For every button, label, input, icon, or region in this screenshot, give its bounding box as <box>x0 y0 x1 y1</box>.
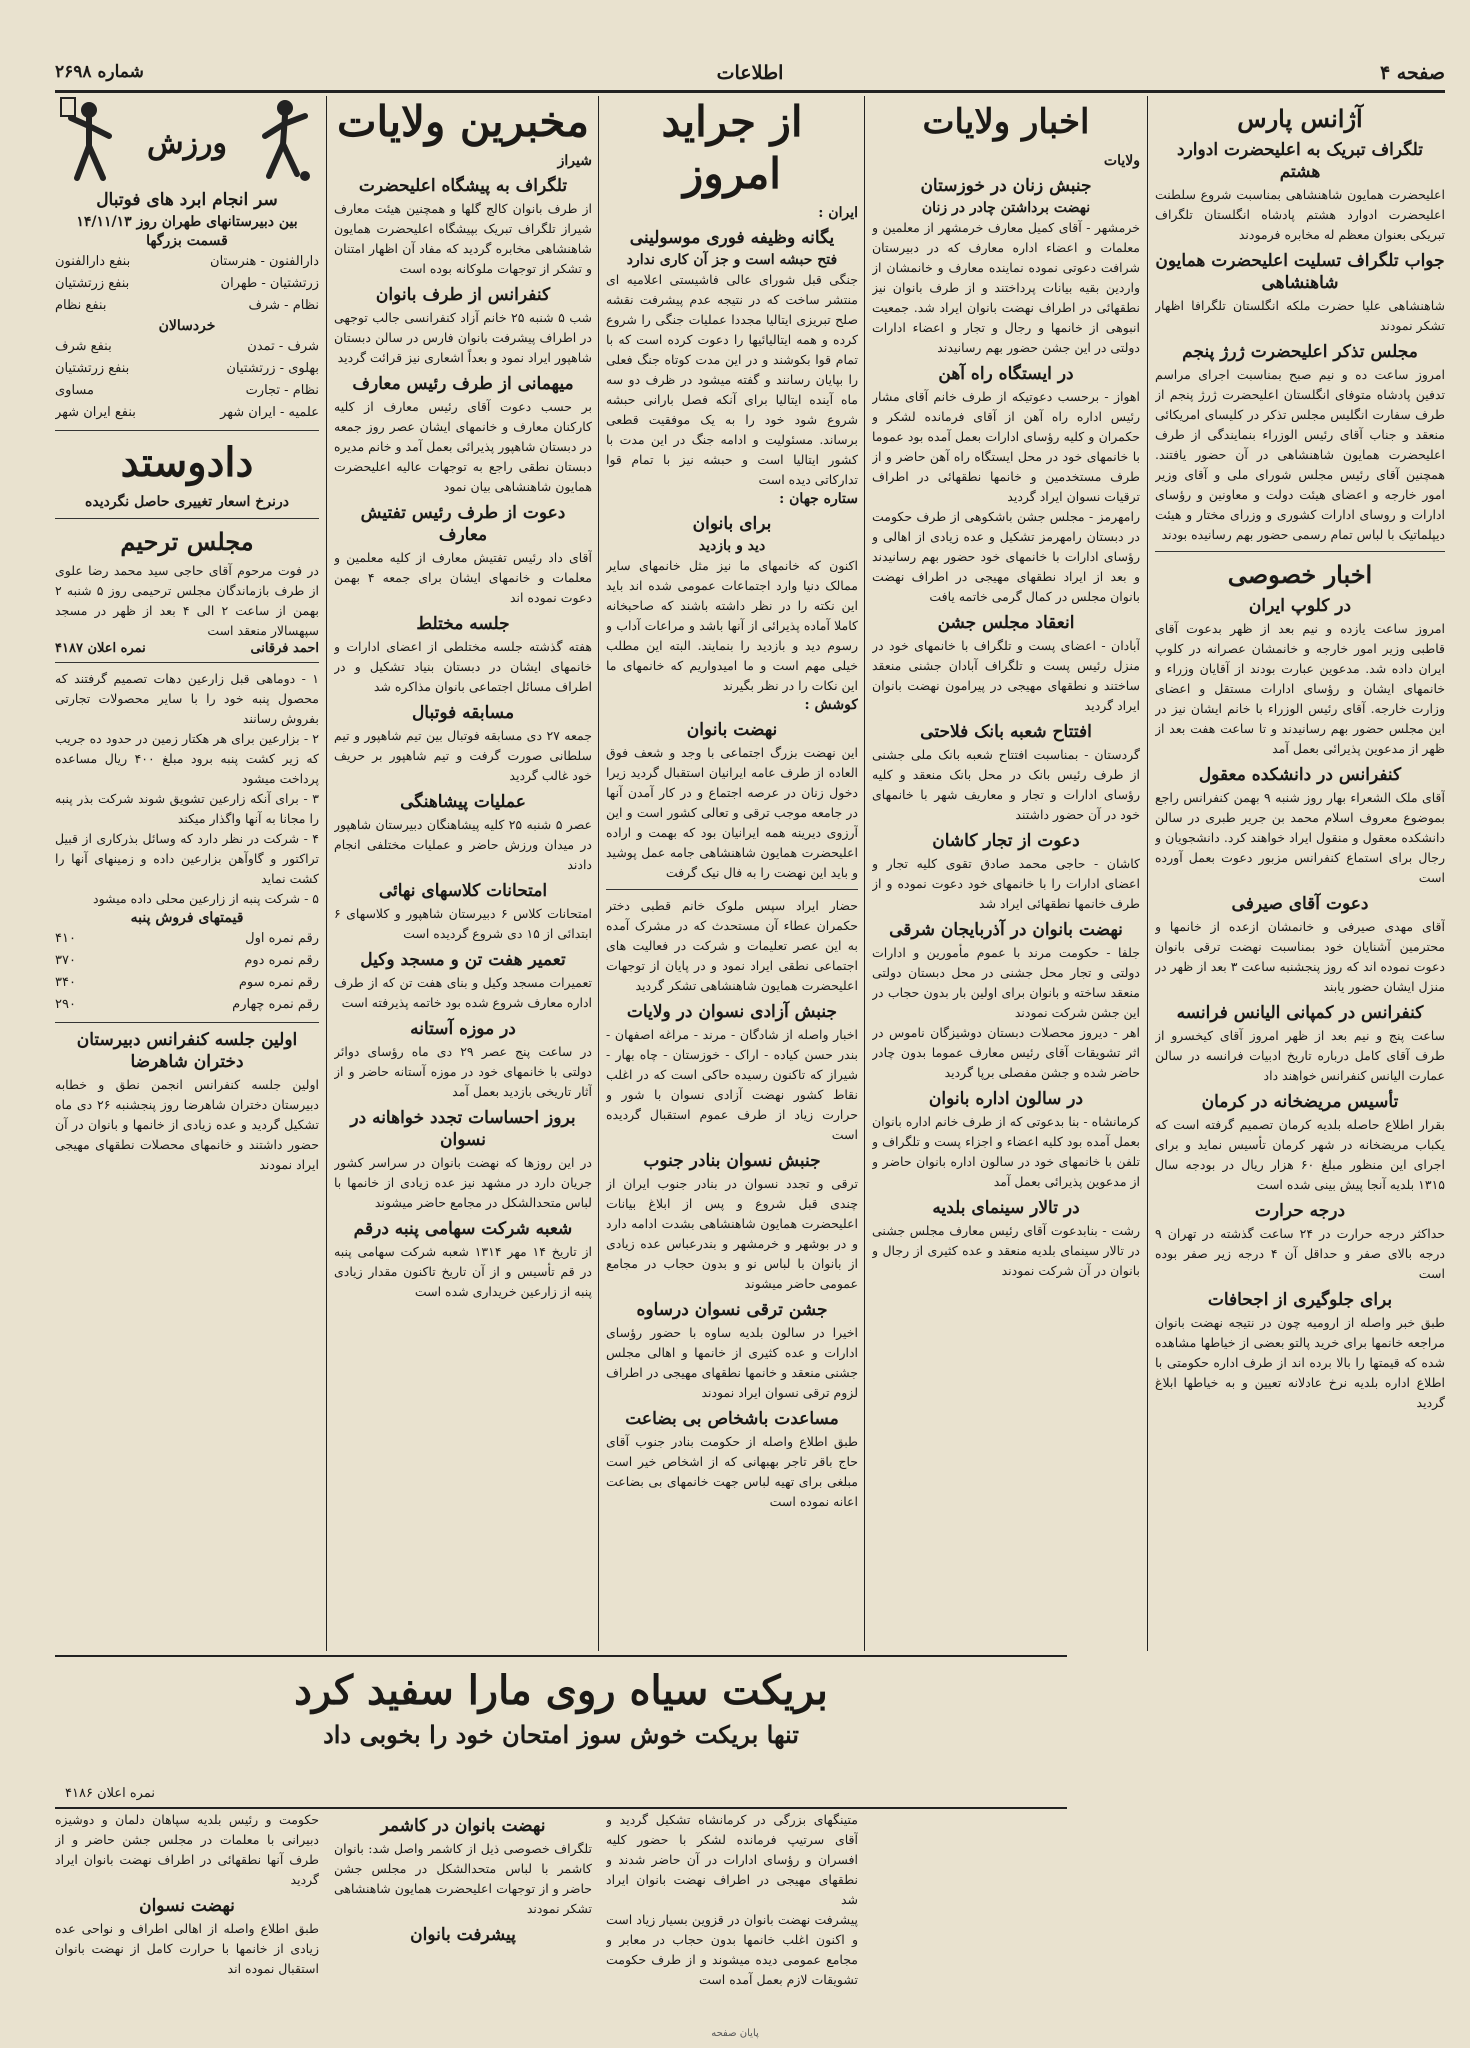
news-title: جواب تلگراف تسلیت اعلیحضرت همایون شاهنشاهی <box>1155 251 1445 293</box>
news-title: دعوت از تجار کاشان <box>932 831 1080 851</box>
note-item: ۴ - شرکت در نظر دارد که وسائل بذرکاری از قبیل تراکتور و گاوآهن بزارعین داده و زمینهای آنها را کشت نماید <box>55 831 319 886</box>
news-text: آبادان - اعضای پست و تلگراف با خانمهای خود در منزل رئیس پست و تلگراف آبادان جشنی منعقد ساختند و نطقهای مهیجی در پیرامون نهضت بانوان ایراد گردید <box>872 638 1140 713</box>
masthead-rule <box>55 90 1445 93</box>
news-text: این نهضت بزرگ اجتماعی با وجد و شعف فوق العاده از طرف عامه ایرانیان استقبال گردید زیرا دخول زنان در عرصه اجتماع و در کار آمدن آنها در جامعه موجب ترقی و تعالی کشور است و این آرزوی دیرینه همه ایرانیان بود که بهمت و اراده اعلیحضرت همایون شاهنشاهی جامه عمل پوشید و باید این نهضت را به فال نیک گرفت <box>606 745 858 880</box>
football-player-icon <box>255 96 315 182</box>
page-number: صفحه ۴ <box>1379 62 1445 84</box>
table-row: علمیه - ایران شهر بنفع ایران شهر <box>55 405 319 420</box>
news-text: آقای مهدی صیرفی و خانمشان ازعده از خانمها و محترمین آشنایان خود بمناسبت نهضت ترقی بانوان دعوت نموده اند که روز پنجشنبه ساعت ۳ بعد از ظهر در منزل ایشان حضور یابند <box>1155 919 1445 994</box>
news-text: رامهرمز - مجلس جشن باشکوهی از طرف حکومت در دبستان رامهرمز تشکیل و عده زیادی از اهالی و رؤسای ادارات با خانمهای خود حضور بهم رسانیدند و بعد از ایراد نطقهای مهیجی در اطراف نهضت بانوان مجلس در کمال گرمی خاتمه یافت <box>872 509 1140 604</box>
news-text: بقرار اطلاع حاصله بلدیه کرمان تصمیم گرفته است که یکباب مریضخانه در شهر کرمان تأسیس نماید و برای اجرای این منظور مبلغ ۶۰ هزار ریال در بودجه سال ۱۳۱۵ بلدیه آنجا پیش بینی شده است <box>1155 1117 1445 1192</box>
market-title: دادوستد <box>120 439 254 486</box>
news-text: از طرف بانوان کالج گلها و همچنین هیئت معارف شیراز تلگراف تبریک بپیشگاه اعلیحضرت همایون شاهنشاهی مخابره گردید که مفاد آن اظهار امتنان و تشکر از توجهات ملوکانه بوده است <box>334 201 592 276</box>
section-tag: ولایات <box>1103 153 1140 169</box>
news-text: طبق خبر واصله از ارومیه چون در نتیجه نهضت بانوان مراجعه خانمها برای خرید پالتو بعضی از خیاطها مشاهده شده که قیمتها را بالا برده اند از طرف اداره حکومتی با اطلاع اداره بلدیه نرخ عادلانه تعیین و به خیاطها ابلاغ گردید <box>1155 1315 1445 1410</box>
news-text: بر حسب دعوت آقای رئیس معارف از کلیه کارکنان معارف و خانمهای ایشان عصر روز جمعه در دبستان شاهپور پذیرائی بعمل آمد و خانم مدیره دبستان نطقی راجع به توجهات عالیه اعلیحضرت همایون شاهنشاهی بیان نمود <box>334 399 592 494</box>
source-tag: ستاره جهان : <box>779 491 858 507</box>
memorial-text: در فوت مرحوم آقای حاجی سید محمد رضا علوی از طرف بازماندگان مجلس ترحیمی روز ۵ شنبه ۲ بهمن از ساعت ۲ الی ۴ بعد از ظهر در مسجد سپهسالار منعقد است <box>55 563 319 638</box>
ad-number: نمره اعلان ۴۱۸۶ <box>65 1786 155 1801</box>
sport-logo-word: ورزش <box>146 126 228 161</box>
news-text: شب ۵ شنبه ۲۵ خانم آزاد کنفرانسی جالب توجهی در اطراف پیشرفت بانوان فارس در سالن دبستان شاهپور ایراد نمود و بعداً اشعاری نیز قرائت گردید <box>334 310 592 365</box>
news-text: خرمشهر - آقای کمیل معارف خرمشهر از معلمین و معلمات و اعضاء اداره معارف که در دبیرستان شرافت دعوتی نموده نماینده معارف و خانمشان از واردین بقیه بیانات پرداختند و از طرف بانوان نیز نطقهائی در اطراف نهضت بانوان ایراد شد. جمعیت انبوهی از خانمها و رجال و تجار و اعضاء ادارات دولتی در این جشن حضور بهم رسانیدند <box>872 220 1140 355</box>
city-tag: شیراز <box>557 153 592 169</box>
news-title: نهضت بانوان در کاشمر <box>380 1816 546 1836</box>
column-provincial-news <box>872 96 1140 1651</box>
masthead <box>55 62 1445 88</box>
news-text: امروز ساعت ده و نیم صبح بمناسبت اجرای مراسم تدفین پادشاه متوفای انگلستان اعلیحضرت ژرژ پنجم از طرف سفارت انگلیس مجلس تذکر در کلیسای امریکائی منعقد و جناب آقای رئیس الوزراء بنمایندگی از طرف اعلیحضرت همایون شاهنشاهی در آن حضور یافتند. همچنین آقای رئیس مجلس شورای ملی و آقای وزیر امور خارجه و اعضای هیئت دولت و معاونین و رؤسای ادارات و روسای ادارات کشوری و وزرای مختار و هیئت دیپلماتیک با لباس تمام رسمی حضور بهم رسانیده بودند <box>1155 367 1445 542</box>
news-text: حکومت و رئیس بلدیه سپاهان دلمان و دوشیزه دبیرانی با معلمات در مجلس جشن حاضر و از طرف آنها نطقهائی در اطراف نهضت بانوان ایراد گردید <box>55 1812 319 1887</box>
news-text: عصر ۵ شنبه ۲۵ کلیه پیشاهنگان دبیرستان شاهپور در میدان ورزش حاضر و عملیات مختلفی انجام دادند <box>334 817 592 872</box>
news-text: شاهنشاهی علیا حضرت ملکه انگلستان تلگرافا اظهار تشکر نمودند <box>1155 298 1445 333</box>
page-footer: پایان صفحه <box>711 2028 759 2039</box>
news-text: آقای ملک الشعراء بهار روز شنبه ۹ بهمن کنفرانس راجع بموضوع معروف اسلام محمد بن جریر طبری در سالن دانشکده معقول و منقول ایراد خواهند کرد. دانشجویان و رجال برای استماع کنفرانس مزبور دعوت بعمل آورده است <box>1155 790 1445 885</box>
news-text: ساعت پنج و نیم بعد از ظهر امروز آقای کیخسرو از طرف آقای کامل درباره تاریخ ادبیات فرانسه در سالن عمارت الیانس کنفرانس خواهند داد <box>1155 1028 1445 1083</box>
news-text: امتحانات کلاس ۶ دبیرستان شاهپور و کلاسهای ۶ ابتدائی از ۱۵ دی شروع گردیده است <box>334 906 592 941</box>
news-title: در ایستگاه راه آهن <box>938 364 1074 384</box>
news-title: جنبش آزادی نسوان در ولایات <box>626 1002 838 1022</box>
sport-title: سر انجام ابرد های فوتبال <box>96 190 278 210</box>
divider <box>606 889 858 890</box>
news-title: مجلس تذکر اعلیحضرت ژرژ پنجم <box>1182 342 1418 362</box>
news-text: ترقی و تجدد نسوان در بنادر جنوب ایران از چندی قبل شروع و پس از ابلاغ بیانات اعلیحضرت همایون شاهنشاهی بشدت ادامه دارد و در بوشهر و خرمشهر و بندرعباس عده زیادی از بانوان با لباس نو و بدون حجاب در مجامع عمومی حاضر میشوند <box>606 1176 858 1291</box>
news-text: اخبار واصله از شادگان - مرند - مراغه اصفهان - بندر حسن کیاده - اراک - خوزستان - چاه بهار - شیراز که تاکنون رسیده حاکی است که در اغلب نقاط کشور نهضت آزادی نسوان با شور و حرارت زیاد از طرف عموم استقبال گردیده است <box>606 1027 858 1142</box>
news-text: گردستان - بمناسبت افتتاح شعبه بانک ملی جشنی از طرف رئیس بانک در محل بانک منعقد و کلیه رؤسای ادارات و تجار و معاریف شهر با خانمهای خود در آن حضور داشتند <box>872 747 1140 822</box>
column-heading: اخبار ولایات <box>922 102 1090 142</box>
news-title: تلگراف به پیشگاه اعلیحضرت <box>358 176 568 196</box>
news-title: درجه حرارت <box>1254 1201 1346 1221</box>
conference-text: اولین جلسه کنفرانس انجمن نطق و خطابه دبیرستان دختران شاهرضا روز پنجشنبه ۲۶ دی ماه تشکیل گردید و عده زیادی از خانمها و بانوان در آن حضور داشتند و خانمهای محصلات نطقهای مهیجی ایراد نمودند <box>55 1077 319 1172</box>
news-text: اهواز - برحسب دعوتیکه از طرف خانم آقای مشار رئیس اداره راه آهن از آقای فرمانده لشکر و حکمران و کلیه رؤسای ادارات بعمل آمده بود عموما با خانمهای خود در محل ایستگاه راه آهن حاضر و از طرف مستخدمین و خانمها نطقهائی در اطراف ترقیات نسوان ایراد گردید <box>872 389 1140 504</box>
news-text: کاشان - حاجی محمد صادق تقوی کلیه تجار و اعضای ادارات را با خانمهای خود دعوت نموده و از طرف خانمها نطقهائی ایراد شد <box>872 856 1140 911</box>
news-title: پیشرفت بانوان <box>410 1925 516 1945</box>
news-title: کنفرانس از طرف بانوان <box>375 285 551 305</box>
ad-number: نمره اعلان ۴۱۸۷ <box>55 641 146 656</box>
news-title: عملیات پیشاهنگی <box>400 792 526 812</box>
divider <box>55 518 319 519</box>
news-text: حضار ایراد سپس ملوک خانم قطبی دختر حکمران عطاء آن مستحدث که در مشرک آمده به این عصر تعلیمات و شرکت در فعالیت های اجتماعی نطقی ایراد نمود و در پایان از توجهات اعلیحضرت همایون شاهنشاهی تشکر گردید <box>606 898 858 993</box>
news-text: اهر - دیروز محصلات دبستان دوشیزگان ناموس در اثر تشویقات آقای رئیس معارف عموما بدون چادر حاضر شده و جشن مفصلی برپا گردید <box>872 1025 1140 1080</box>
news-title: کنفرانس در دانشکده معقول <box>1198 765 1402 785</box>
news-title: میهمانی از طرف رئیس معارف <box>352 374 574 394</box>
divider <box>55 662 319 663</box>
news-subtitle: نهضت برداشتن چادر در زنان <box>921 200 1091 216</box>
news-text: طبق اطلاع واصله از اهالی اطراف و نواحی عده زیادی از خانمها با حرارت کامل از نهضت بانوان استقبال نموده اند <box>55 1921 319 1976</box>
bottom-col-c2 <box>606 1810 858 2030</box>
news-title: نهضت بانوان <box>686 720 778 740</box>
news-text: جنگی قبل شورای عالی فاشیستی اعلامیه ای منتشر ساخت که در نتیجه عدم پیشرفت نقشه صلح تبریزی ایتالیا مجددا عملیات جنگی را شروع کرده و همه ایتالیائیها را دعوت کرده است که با تمام قوا بکوشند و در این مدت کوتاه جنگ فعلی را بپایان رسانند و گفته میشود در ظرف دو سه ماه آینده ایتالیا برای آنکه فصل بارانی حبشه شروع شود خود را به یک موفقیت قطعی برساند. مسئولیت و ادامه جنگ در این مدت با کشور ایتالیا است و حبشه نیز با تمام قوا تدارکاتی دیده است <box>606 272 858 487</box>
news-title: جنبش نسوان بنادر جنوب <box>643 1151 821 1171</box>
note-item: ۵ - شرکت پنبه از زارعین محلی داده میشود <box>93 891 319 906</box>
news-text: تعمیرات مسجد وکیل و بنای هفت تن که از طرف اداره معارف شروع شده بود خاتمه پذیرفته است <box>334 975 592 1010</box>
news-text: کرمانشاه - بنا بدعوتی که از طرف خانم اداره بانوان بعمل آمده بود کلیه اعضاء و اجزاء پست و تلگراف و تلفن با خانمهای خود در سالون اداره بانوان حاضر و از مدعوین پذیرائی بعمل آمد <box>872 1114 1140 1189</box>
news-title: تلگراف تبریک به اعلیحضرت ادوارد هشتم <box>1177 140 1423 182</box>
news-title: جنبش زنان در خوزستان <box>920 176 1092 196</box>
news-title: جشن ترقی نسوان درساوه <box>636 1300 828 1320</box>
table-row: رقم نمره چهارم ۲۹۰ <box>55 997 319 1012</box>
news-text: آقای داد رئیس تفتیش معارف از کلیه معلمین و معلمات و خانمهای ایشان برای جمعه ۴ بهمن دعوت نموده اند <box>334 550 592 605</box>
results-table <box>55 232 319 424</box>
sport-logo <box>55 96 319 184</box>
news-text: تلگراف خصوصی ذیل از کاشمر واصل شد: بانوان کاشمر با لباس متحدالشکل در مجلس جشن حاضر و از توجهات اعلیحضرت همایون شاهنشاهی تشکر نمودند <box>334 1841 592 1916</box>
table-row: بهلوی - زرتشتیان بنفع زرتشتیان <box>55 361 319 376</box>
news-text: امروز ساعت یازده و نیم بعد از ظهر بدعوت آقای قاطبی وزیر امور خارجه و خانمشان عصرانه در کلوپ ایران داده شد. مدعوین عبارت بودند از آقایان وزراء و خانمهای ایشان و رؤسای ادارات مستقل و اعضای وزارت خارجه. آقای رئیس الوزراء با خانم ایشان نیز در این مجلس حضور بهم رسانیدند و تا ساعت هفت بعد از ظهر از مدعوین پذیرائی بعمل آمد <box>1155 621 1445 756</box>
news-title: برای جلوگیری از اجحافات <box>1207 1290 1393 1310</box>
news-title: امتحانات کلاسهای نهائی <box>378 881 548 901</box>
news-title: دعوت آقای صیرفی <box>1231 894 1369 914</box>
table-row: رقم نمره دوم ۳۷۰ <box>55 953 319 968</box>
column-heading: مخبرین ولایات <box>337 97 589 146</box>
news-title: یگانه وظیفه فوری موسولینی <box>629 228 835 248</box>
bottom-col-1 <box>872 1660 1140 2025</box>
price-table <box>55 928 319 1016</box>
results-group-title: خردسالان <box>158 318 216 334</box>
table-row: نظام - شرف بنفع نظام <box>55 298 319 313</box>
table-row: شرف - تمدن بنفع شرف <box>55 339 319 354</box>
news-title: در سالون اداره بانوان <box>928 1089 1084 1109</box>
bottom-col-c4 <box>55 1810 319 2030</box>
table-row: رقم نمره سوم ۳۴۰ <box>55 975 319 990</box>
divider <box>1155 551 1445 552</box>
column-divider <box>1147 96 1148 1651</box>
note-item: ۱ - دوماهی قبل زارعین دهات تصمیم گرفتند که محصول پنبه خود را با سایر محصولات تجارتی بفروش رسانند <box>55 671 319 726</box>
column-correspondents <box>334 96 592 1651</box>
table-row: رقم نمره اول ۴۱۰ <box>55 931 319 946</box>
news-title: دعوت از طرف رئیس تفتیش معارف <box>360 503 566 545</box>
price-title: قیمتهای فروش پنبه <box>130 910 244 926</box>
news-title: افتتاح شعبه بانک فلاحتی <box>920 722 1092 742</box>
news-text: اخیرا در سالون بلدیه ساوه با حضور رؤسای ادارات و عده کثیری از خانمها و اهالی مجلس جشنی منعقد و خانمها نطقهای مهیجی در اطراف لزوم ترقی نسوان ایراد نمودند <box>606 1325 858 1400</box>
news-title: جلسه مختلط <box>416 614 510 634</box>
paper-name: اطلاعات <box>716 62 784 84</box>
news-title: در کلوپ ایران <box>1248 596 1352 616</box>
table-row: زرتشتیان - طهران بنفع زرتشتیان <box>55 276 319 291</box>
news-text: اعلیحضرت همایون شاهنشاهی بمناسبت شروع سلطنت اعلیحضرت ادوارد هشتم پادشاه انگلستان تلگراف تبریکی بعنوان معظم له مخابره فرمودند <box>1155 187 1445 242</box>
news-title: انعقاد مجلس جشن <box>937 613 1075 633</box>
news-title: تعمیر هفت تن و مسجد وکیل <box>360 950 566 970</box>
news-text: اکنون که خانمهای ما نیز مثل خانمهای سایر ممالک دنیا وارد اجتماعات عمومی شده اند باید این نکته را در نظر داشته باشند که صاحبخانه کاملا آماده پذیرائی از آنها باشد و مراعات آداب و رسوم دید و بازدید را بنمایند. البته این مطلب خیلی مهم است و ما امیدواریم که خانمهای ما این نکات را در نظر بگیرند <box>606 558 858 693</box>
tennis-player-icon <box>59 96 119 182</box>
news-text: در این روزها که نهضت بانوان در سراسر کشور جریان دارد در مشهد نیز عده زیادی از خانمها با لباس متحدالشکل در مجامع حاضر میشوند <box>334 1155 592 1210</box>
divider <box>55 1022 319 1023</box>
news-title: نهضت نسوان <box>139 1896 235 1916</box>
news-title: در تالار سینمای بلدیه <box>932 1198 1080 1218</box>
news-title: کنفرانس در کمپانی الیانس فرانسه <box>1176 1003 1424 1023</box>
column-todays-papers <box>606 96 858 1651</box>
table-row: نظام - تجارت مساوی <box>55 383 319 398</box>
memorial-signature: احمد فرقانی <box>250 641 319 656</box>
sport-subtitle: بین دبیرستانهای طهران روز ۱۴/۱۱/۱۳ <box>76 214 298 230</box>
news-title: شعبه شرکت سهامی پنبه درقم <box>353 1219 573 1239</box>
column-divider <box>864 96 865 1651</box>
news-text: جلفا - حکومت مرند با عموم مأمورین و ادارات دولتی و تجار محل جشنی در محل دبستان دولتی منعقد ساخته و بانوان برای اولین بار بدون حجاب در این جشن شرکت نمودند <box>872 945 1140 1020</box>
special-news-title: اخبار خصوصی <box>1227 560 1373 589</box>
column-sport-and-notices <box>55 96 319 1651</box>
news-text: طبق اطلاع واصله از حکومت بنادر جنوب آقای حاج باقر تاجر بهبهانی که از اشخاص خیر است مبلغی برای تهیه لباس جهت خانمهای بی بضاعت اعانه نموده است <box>606 1434 858 1509</box>
issue-number: شماره ۲۶۹۸ <box>55 62 144 82</box>
source-tag: ایران : <box>818 205 858 221</box>
source-tag: کوشش : <box>804 697 858 713</box>
column-pars-agency <box>1155 96 1445 1651</box>
news-text: در ساعت پنج عصر ۲۹ دی ماه رؤسای دوائر دولتی با خانمهای خود در موزه آستانه حاضر و از آثار تاریخی بازدید بعمل آمد <box>334 1044 592 1099</box>
column-divider <box>598 96 599 1651</box>
news-text: از تاریخ ۱۴ مهر ۱۳۱۴ شعبه شرکت سهامی پنبه در قم تأسیس و از آن تاریخ تاکنون مقدار زیادی پنبه از زارعین خریداری شده است <box>334 1244 592 1299</box>
note-item: ۲ - بزارعین برای هر هکتار زمین در حدود ده جریب که زیر کشت پنبه برود مبلغ ۴۰۰ ریال مساعده پرداخت میشود <box>55 731 319 786</box>
news-title: مساعدت باشخاص بی بضاعت <box>625 1409 839 1429</box>
conference-title: اولین جلسه کنفرانس دبیرستان دختران شاهرضا <box>76 1030 298 1072</box>
bottom-col-c3 <box>334 1810 592 2030</box>
news-title: مسابقه فوتبال <box>411 703 515 723</box>
news-title: در موزه آستانه <box>410 1019 516 1039</box>
news-text: متینگهای بزرگی در کرمانشاه تشکیل گردید و آقای سرتیپ فرمانده لشکر با حضور کلیه افسران و رؤسای ادارات در آن حاضر شدند و نطقهای مهیجی در اطراف نهضت بانوان ایراد شد <box>606 1812 858 1907</box>
news-subtitle: فتح حبشه است و جز آن کاری ندارد <box>626 252 838 268</box>
table-row: دارالفنون - هنرستان بنفع دارالفنون <box>55 254 319 269</box>
news-text: هفته گذشته جلسه مختلطی از اعضای ادارات و خانمهای ایشان در دبستان بنیاد تشکیل و در اطراف مسائل اجتماعی بانوان مذاکره شد <box>334 639 592 694</box>
divider <box>55 430 319 431</box>
news-title: نهضت بانوان در آذربایجان شرقی <box>889 920 1123 940</box>
news-title: بروز احساسات تجدد خواهانه در نسوان <box>350 1108 576 1150</box>
news-text: پیشرفت نهضت بانوان در قزوین بسیار زیاد است و اکنون اغلب خانمها بدون حجاب در معابر و مجامع عمومی دیده میشوند و از طرف حکومت تشویقات لازم بعمل آمده است <box>606 1912 858 1987</box>
market-subtitle: درنرخ اسعار تغییری حاصل نگردیده <box>85 494 289 510</box>
news-subtitle: دید و بازدید <box>698 538 766 554</box>
news-text: جمعه ۲۷ دی مسابقه فوتبال بین تیم شاهپور و تیم سلطانی صورت گرفت و تیم شاهپور بر حریف خود غالب گردید <box>334 728 592 783</box>
news-title: برای بانوان <box>692 514 772 534</box>
results-group-title: قسمت بزرگها <box>146 233 228 249</box>
column-heading: از جراید امروز <box>661 97 803 198</box>
column-divider <box>326 96 327 1651</box>
pars-agency-title: آژانس پارس <box>1237 104 1363 133</box>
ad-headline: بریکت سیاه روی مارا سفید کرد <box>294 1667 828 1714</box>
news-text: رشت - بنابدعوت آقای رئیس معارف مجلس جشنی در تالار سینمای بلدیه منعقد و عده کثیری از رجال و بانوان در آن شرکت نمودند <box>872 1223 1140 1278</box>
memorial-title: مجلس ترحیم <box>120 527 254 556</box>
note-item: ۳ - برای آنکه زارعین تشویق شوند شرکت بذر پنبه را مجانا به آنها واگذار میکند <box>55 791 319 826</box>
news-title: تأسیس مریضخانه در کرمان <box>1201 1092 1399 1112</box>
news-text: حداکثر درجه حرارت در ۲۴ ساعت گذشته در تهران ۹ درجه بالای صفر و حداقل آن ۴ درجه زیر صفر بوده است <box>1155 1226 1445 1281</box>
ad-subline: تنها بریکت خوش سوز امتحان خود را بخوبی داد <box>323 1720 799 1749</box>
